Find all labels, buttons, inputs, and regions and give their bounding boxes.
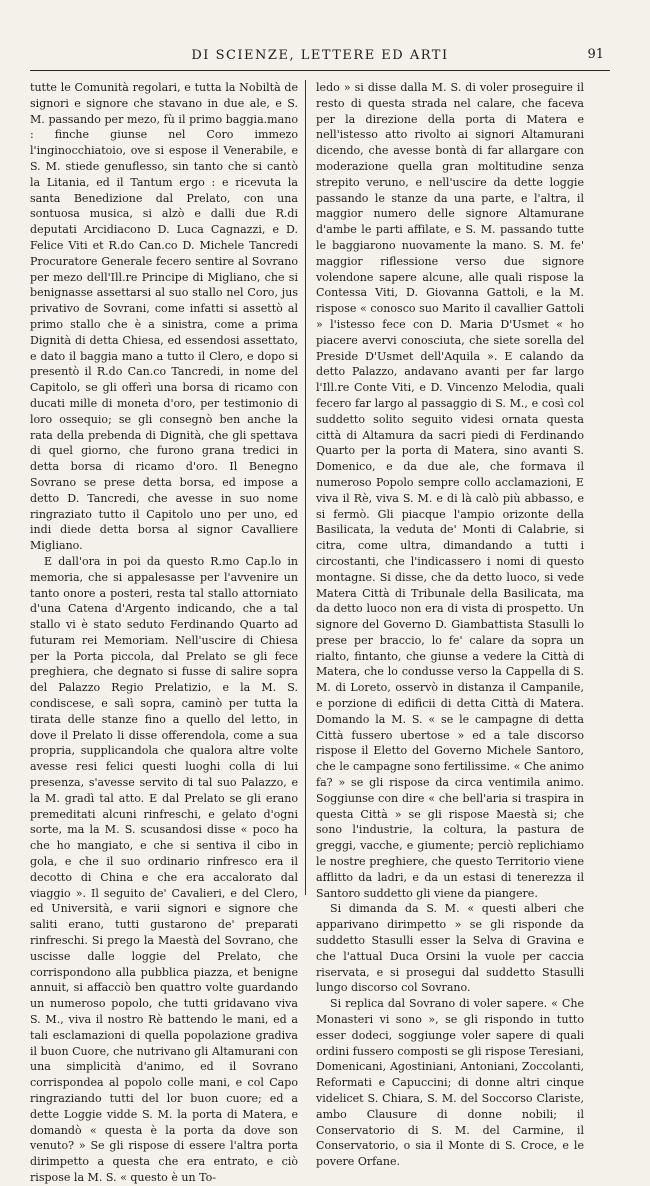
paragraph: tutte le Comunità regolari, e tutta la Nobiltà de signori e signore che stavano in due ale, e S. M. passando per mezo, fù il primo baggia.mano : finche giunse nel Coro immezo l'inginocchiatoio, ove si espose il Venerabile, e S. M. stiede genuflesso, sin tanto che si cantò la Litania, ed il Tantum ergo : e ricevuta la santa Benedizione dal Prelato, con una sontuosa musica, si alzò e dalli due R.di deputati Arcidiacono D. Luca Cagnazzi, e D. Felice Viti et R.do Can.co D. Michele Tancredi Procuratore Generale fecero sentire al Sovrano per mezo dell'Ill.re Principe di Migliano, che si benignasse assettarsi al suo stallo nel Coro, jus privativo de Sovrani, come infatti si assettò al primo stallo che è a sinistra, come a prima Dignità di detta Chiesa, ed essendosi assettato, e dato il baggia mano a tutto il Clero, e dopo si presentò il R.do Can.co Tancredi, in nome del Capitolo, se gli offerì una borsa di ricamo con ducati mille di moneta d'oro, per testimonio di loro ossequio; se gli consegnò ben anche la rata della prebenda di Dignità, che gli spettava di quel giorno, che furono grana tredici in detta borsa di ricamo d'oro. Il Benegno Sovrano se prese detta borsa, ed impose a detto D. Tancredi, che avesse in suo nome ringraziato tutto il Capitolo uno per uno, ed indi diede detta borsa al signor Cavalliere Migliano. xyxy=(30,81,298,553)
paragraph: Si dimanda da S. M. « questi alberi che apparivano dirimpetto » se gli risponde da suddetto Stasulli esser la Selva di Gravina e che l'attual Duca Orsini la vuole per caccia riservata, e si prosegui dal suddetto Stasulli lungo discorso col Sovrano. xyxy=(316,902,584,995)
paragraph: Si replica dal Sovrano di voler sapere. « Che Monasteri vi sono », se gli rispondo in tutto esser dodeci, soggiunge voler sapere di quali ordini fussero composti se gli rispose Teresiani, Domenicani, Agostiniani, Antoniani, Zoccolanti, Reformati e Capuccini; di donne altri cinque videlicet S. Chiara, S. M. del Soccorso Clariste, ambo Clausure di donne nobili; il Conservatorio di S. M. del Carmine, il Conservatorio, o sia il Monte di S. Croce, e le povere Orfane. xyxy=(316,997,584,1169)
running-head xyxy=(30,48,610,66)
page-number: 91 xyxy=(587,47,604,62)
header-rule xyxy=(30,70,610,71)
running-title: DI SCIENZE, LETTERE ED ARTI xyxy=(191,48,449,63)
paragraph: ledo » si disse dalla M. S. di voler proseguire il resto di questa strada nel calare, che faceva per la direzione della porta di Matera e nell'istesso atto rivolto ai signori Altamurani dicendo, che avesse bontà di far allargare con moderazione quella gran moltitudine senza strepito veruno, e nell'uscire da dette loggie passando le stanze da una parte, e l'altra, il maggior numero delle signore Altamurane d'ambe le parti affilate, e S. M. passando tutte le baggiarono nuovamente la mano. S. M. fe' maggior riflessione verso due signore volendone sapere alcune, alle quali rispose la Contessa Viti, D. Giovanna Gattoli, e la M. rispose « conosco suo Marito il cavallier Gattoli » l'istesso fece con D. Maria D'Usmet « ho piacere avervi conosciuta, che siete sorella del Preside D'Usmet dell'Aquila ». E calando da detto Palazzo, andavano avanti per far largo l'Ill.re Conte Viti, e D. Vincenzo Melodia, quali fecero far largo al passaggio di S. M., e così col suddetto solito seguito videsi ornata questa città di Altamura da sacri piedi di Ferdinando Quarto per la porta di Matera, sino avanti S. Domenico, e da due ale, che formava il numeroso Popolo sempre collo acclamazioni, E viva il Rè, viva S. M. e di là calò più abbasso, e si fermò. Gli piacque l'ampio orizonte della Basilicata, la veduta de' Monti di Calabrie, si citra, come ultra, dimandando a tutti i circostanti, che l'indicassero i nomi di questo montagne. Si disse, che da detto luoco, si vede Matera Città di Tribunale della Basilicata, ma da detto luoco non era di vista di prospetto. Un signore del Governo D. Giambattista Stasulli lo prese per braccio, lo fe' calare da sopra un rialto, fintanto, che giunse a vedere la Città di Matera, che lo condusse verso la Cappella di S. M. di Loreto, osservò in distanza il Campanile, e porzione di edificii di detta Città di Matera. Domando la M. S. « se le campagne di detta Città fussero ubertose » ed a tale discorso rispose il Eletto del Governo Michele Santoro, che le campagne sono fertilissime. « Che animo fa? » se gli rispose da circa ventimila animo. Soggiunse con dire « che bell'aria si traspira in questa Città » se gli rispose Maestà si; che sono l'industrie, la coltura, la pastura de greggi, vacche, e giumente; perciò replichiamo le nostre preghiere, che questo Territorio viene afflitto da ladri, e da un estasi di tenerezza il Santoro suddetto gli viene da piangere. xyxy=(316,81,584,900)
paragraph: E dall'ora in poi da questo R.mo Cap.lo in memoria, che si appalesasse per l'avvenire un tanto onore a posteri, resta tal stallo attorniato d'una Catena d'Argento indicando, che a tal stallo vi è stato seduto Ferdinando Quarto ad futuram rei Memoriam. Nell'uscire di Chiesa per la Porta piccola, dal Prelato se gli fece preghiera, che degnato si fusse di salire sopra del Palazzo Regio Prelatizio, e la M. S. condiscese, e salì sopra, caminò per tutta la tirata delle stanze fino a quello del letto, in dove il Prelato li disse offerendola, come a sua propria, supplicandola che qualora altre volte avesse resi felici questi luoghi colla di lui presenza, s'avesse servito di tal suo Palazzo, e la M. gradì tal atto. E dal Prelato se gli erano premeditati alcuni rinfreschi, e gelato d'ogni sorte, ma la M. S. scusandosi disse « poco ha che ho mangiato, e che si sentiva il cibo in gola, e che il suo ordinario rinfresco era il decotto di China e che era accalorato dal viaggio ». Il seguito de' Cavalieri, e del Clero, ed Università, e varii signori e signore che saliti erano, tutti gustarono de' preparati rinfreschi. Si prego la Maestà del Sovrano, che uscisse dalle loggie del Prelato, che corrispondono alla pubblica piazza, et benigne annuit, si affacciò ben quattro volte guardando un numeroso popolo, che tutti gridavano viva S. M., viva il nostro Rè battendo le mani, ed a tali esclamazioni di quella popolazione gradiva il buon Cuore, che nutrivano gli Altamurani con una simplicità d'animo, ed il Sovrano corrispondea al popolo colle mani, e col Capo ringraziando tutti del lor buon cuore; ed a dette Loggie vidde S. M. la porta di Matera, e domandò « questa è la porta da dove son venuto? » Se gli rispose di essere l'altra porta dirimpetto a questa che era entrato, e ciò rispose la M. S. « questo è un To- xyxy=(30,554,298,1184)
column-divider xyxy=(305,80,306,895)
left-column xyxy=(30,80,298,1186)
right-column xyxy=(316,80,584,1170)
